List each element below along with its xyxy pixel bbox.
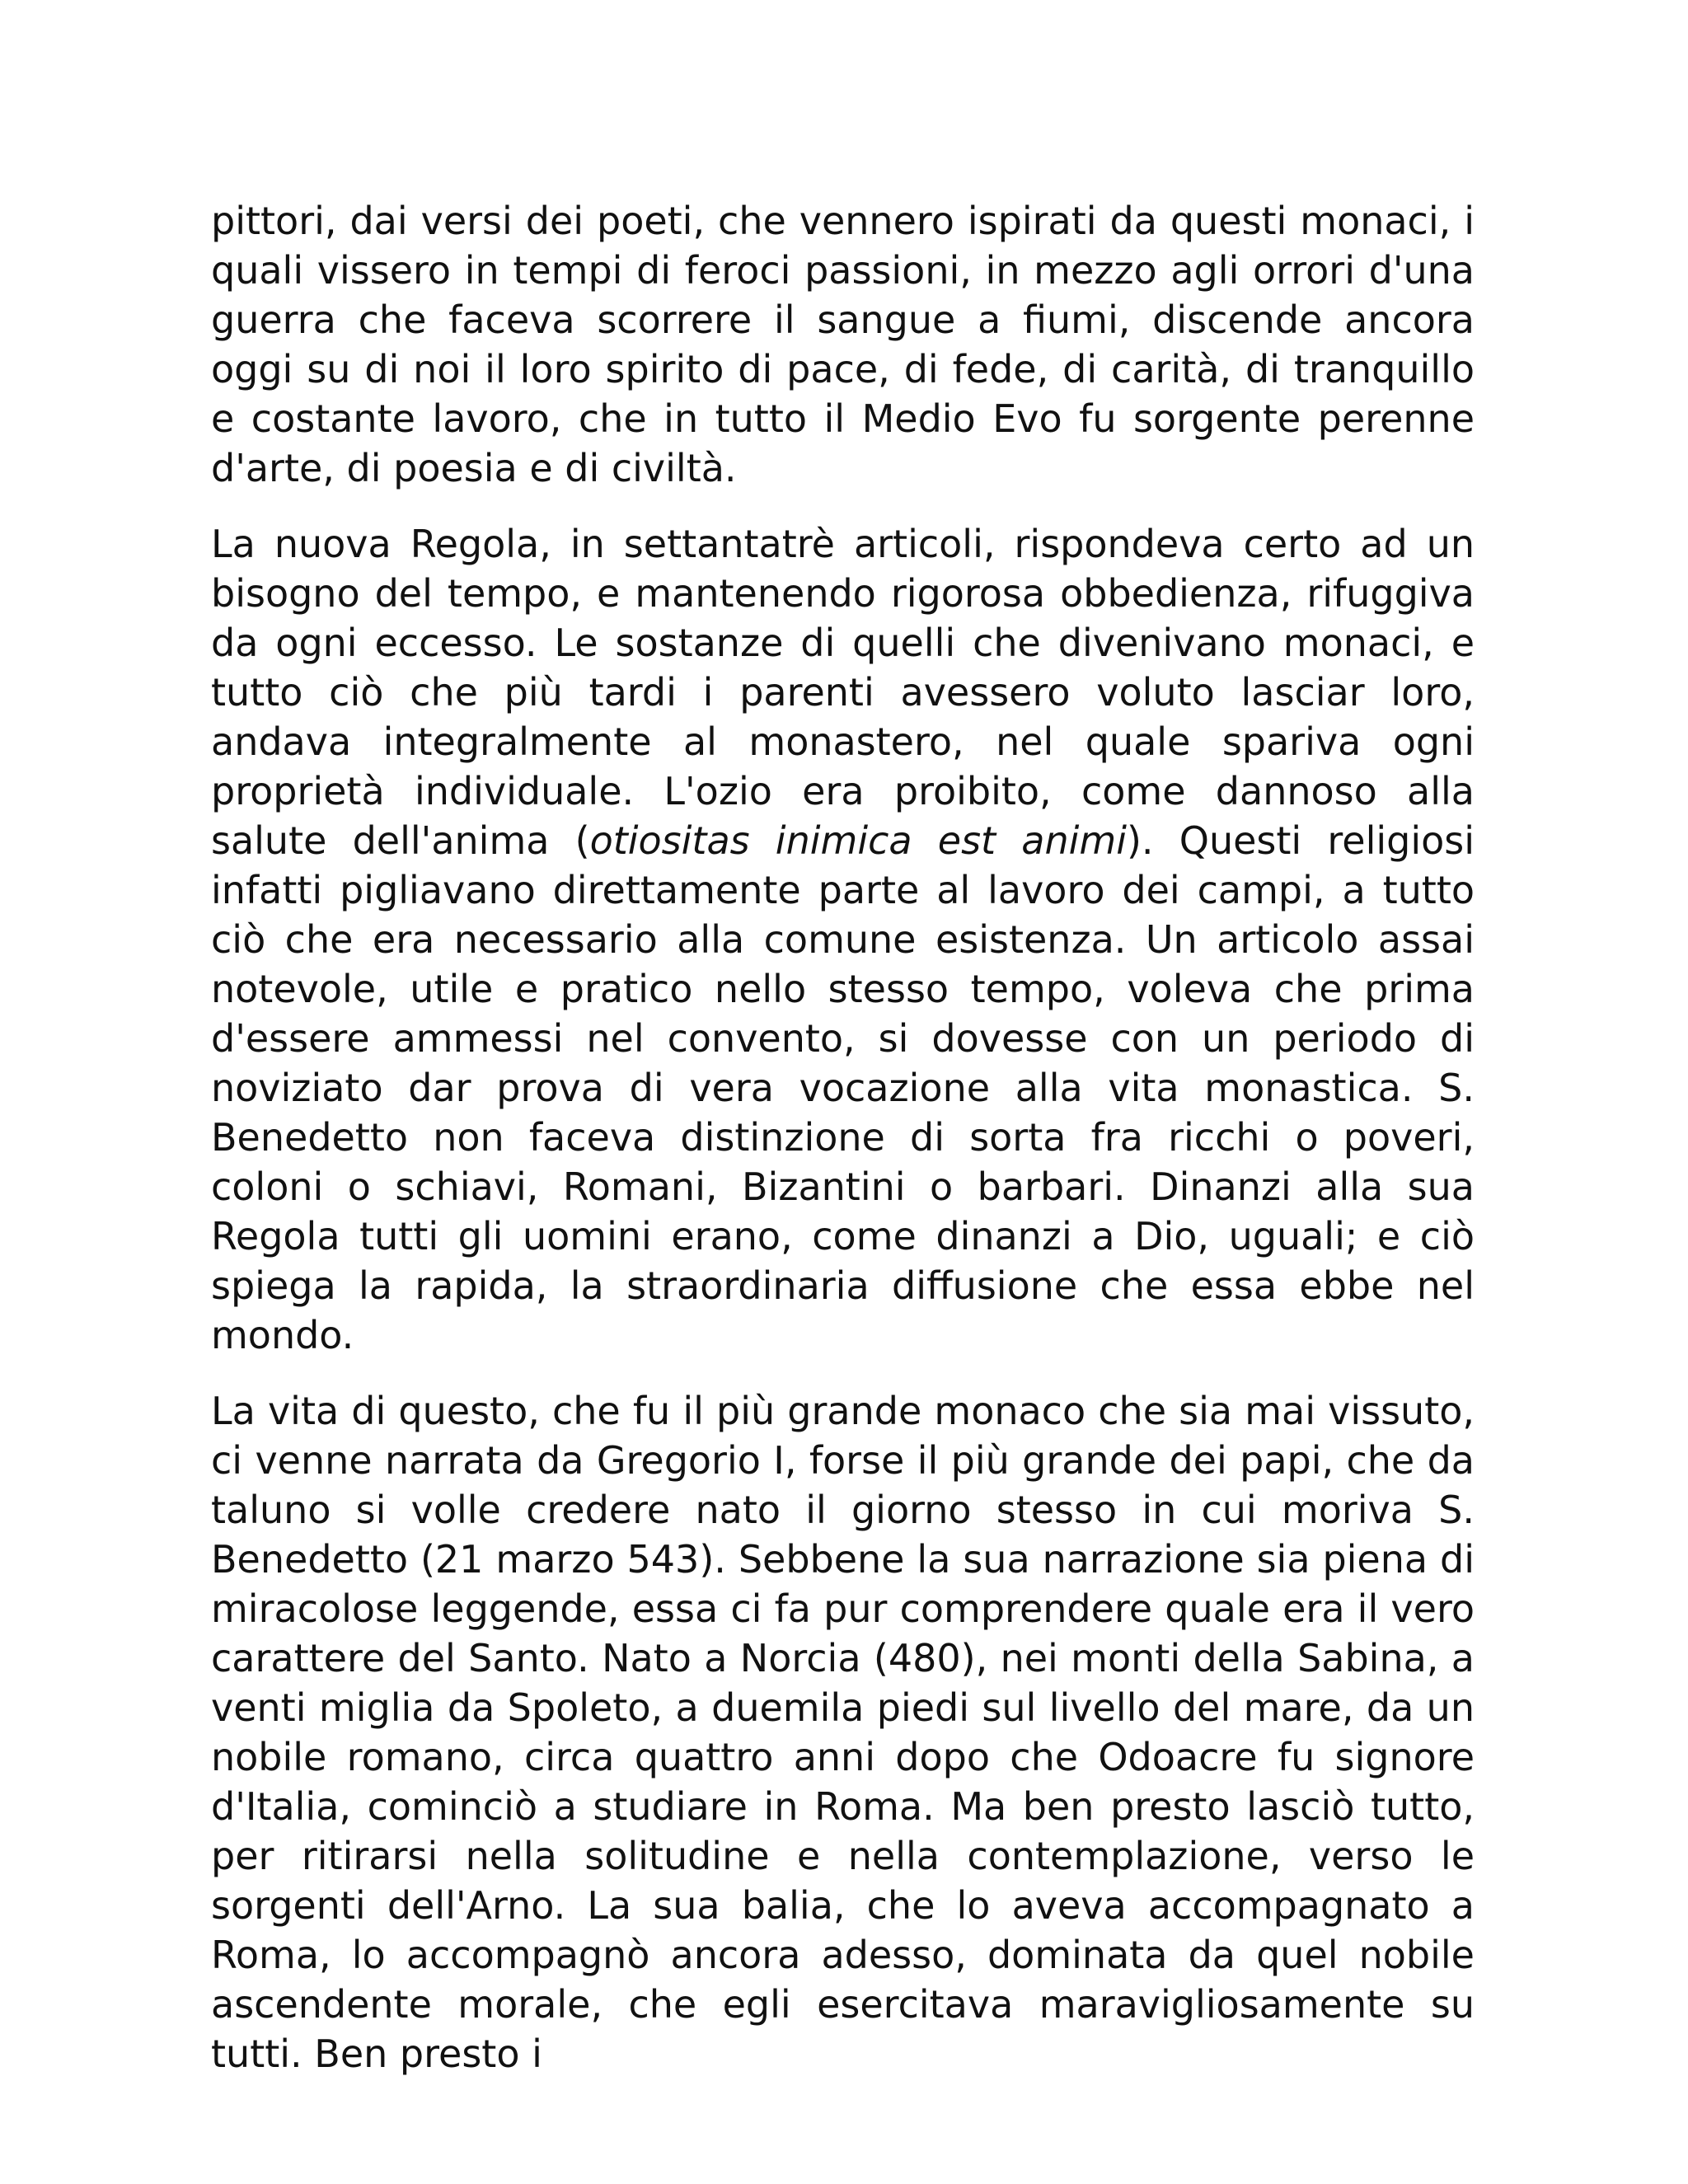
- paragraph-3: La vita di questo, che fu il più grande monaco che sia mai vissuto, ci venne narrata da Gregorio I, forse il più grande dei papi, che da taluno si volle credere nato il giorno stesso in cui moriva S. Benedetto (21 marzo 543). Sebbene la sua narrazione sia piena di miracolose leggende, essa ci fa pur comprendere quale era il vero carattere del Santo. Nato a Norcia (480), nei monti della Sabina, a venti miglia da Spoleto, a duemila piedi sul livello del mare, da un nobile romano, circa quattro anni dopo che Odoacre fu signore d'Italia, cominciò a studiare in Roma. Ma ben presto lasciò tutto, per ritirarsi nella solitudine e nella contemplazione, verso le sorgenti dell'Arno. La sua balia, che lo aveva accompagnato a Roma, lo accompagnò ancora adesso, dominata da quel nobile ascendente morale, che egli esercitava maravigliosamente su tutti. Ben presto i: [211, 1389, 1475, 2076]
- paragraph-2-part-1: La nuova Regola, in settantatrè articoli, rispondeva certo ad un bisogno del tempo, e mantenendo rigorosa obbedienza, rifuggiva da ogni eccesso. Le sostanze di quelli che divenivano monaci, e tutto ciò che più tardi i parenti avessero voluto lasciar loro, andava integralmente al monastero, nel quale spariva ogni proprietà individuale. L'ozio era proibito, come dannoso alla salute dell'anima (: [211, 522, 1475, 863]
- paragraph-2: [211, 519, 1475, 1360]
- body-text: [211, 196, 1475, 2105]
- latin-quote: otiositas inimica est animi: [589, 818, 1127, 863]
- paragraph-1: pittori, dai versi dei poeti, che vennero ispirati da questi monaci, i quali vissero in tempi di feroci passioni, in mezzo agli orrori d'una guerra che faceva scorrere il sangue a fiumi, discende ancora oggi su di noi il loro spirito di pace, di fede, di carità, di tranquillo e costante lavoro, che in tutto il Medio Evo fu sorgente perenne d'arte, di poesia e di civiltà.: [211, 199, 1475, 490]
- paragraph-2-part-2: ). Questi religiosi infatti pigliavano direttamente parte al lavoro dei campi, a tutto ciò che era necessario alla comune esistenza. Un articolo assai notevole, utile e pratico nello stesso tempo, voleva che prima d'essere ammessi nel convento, si dovesse con un periodo di noviziato dar prova di vera vocazione alla vita monastica. S. Benedetto non faceva distinzione di sorta fra ricchi o poveri, coloni o schiavi, Romani, Bizantini o barbari. Dinanzi alla sua Regola tutti gli uomini erano, come dinanzi a Dio, uguali; e ciò spiega la rapida, la straordinaria diffusione che essa ebbe nel mondo.: [211, 818, 1475, 1357]
